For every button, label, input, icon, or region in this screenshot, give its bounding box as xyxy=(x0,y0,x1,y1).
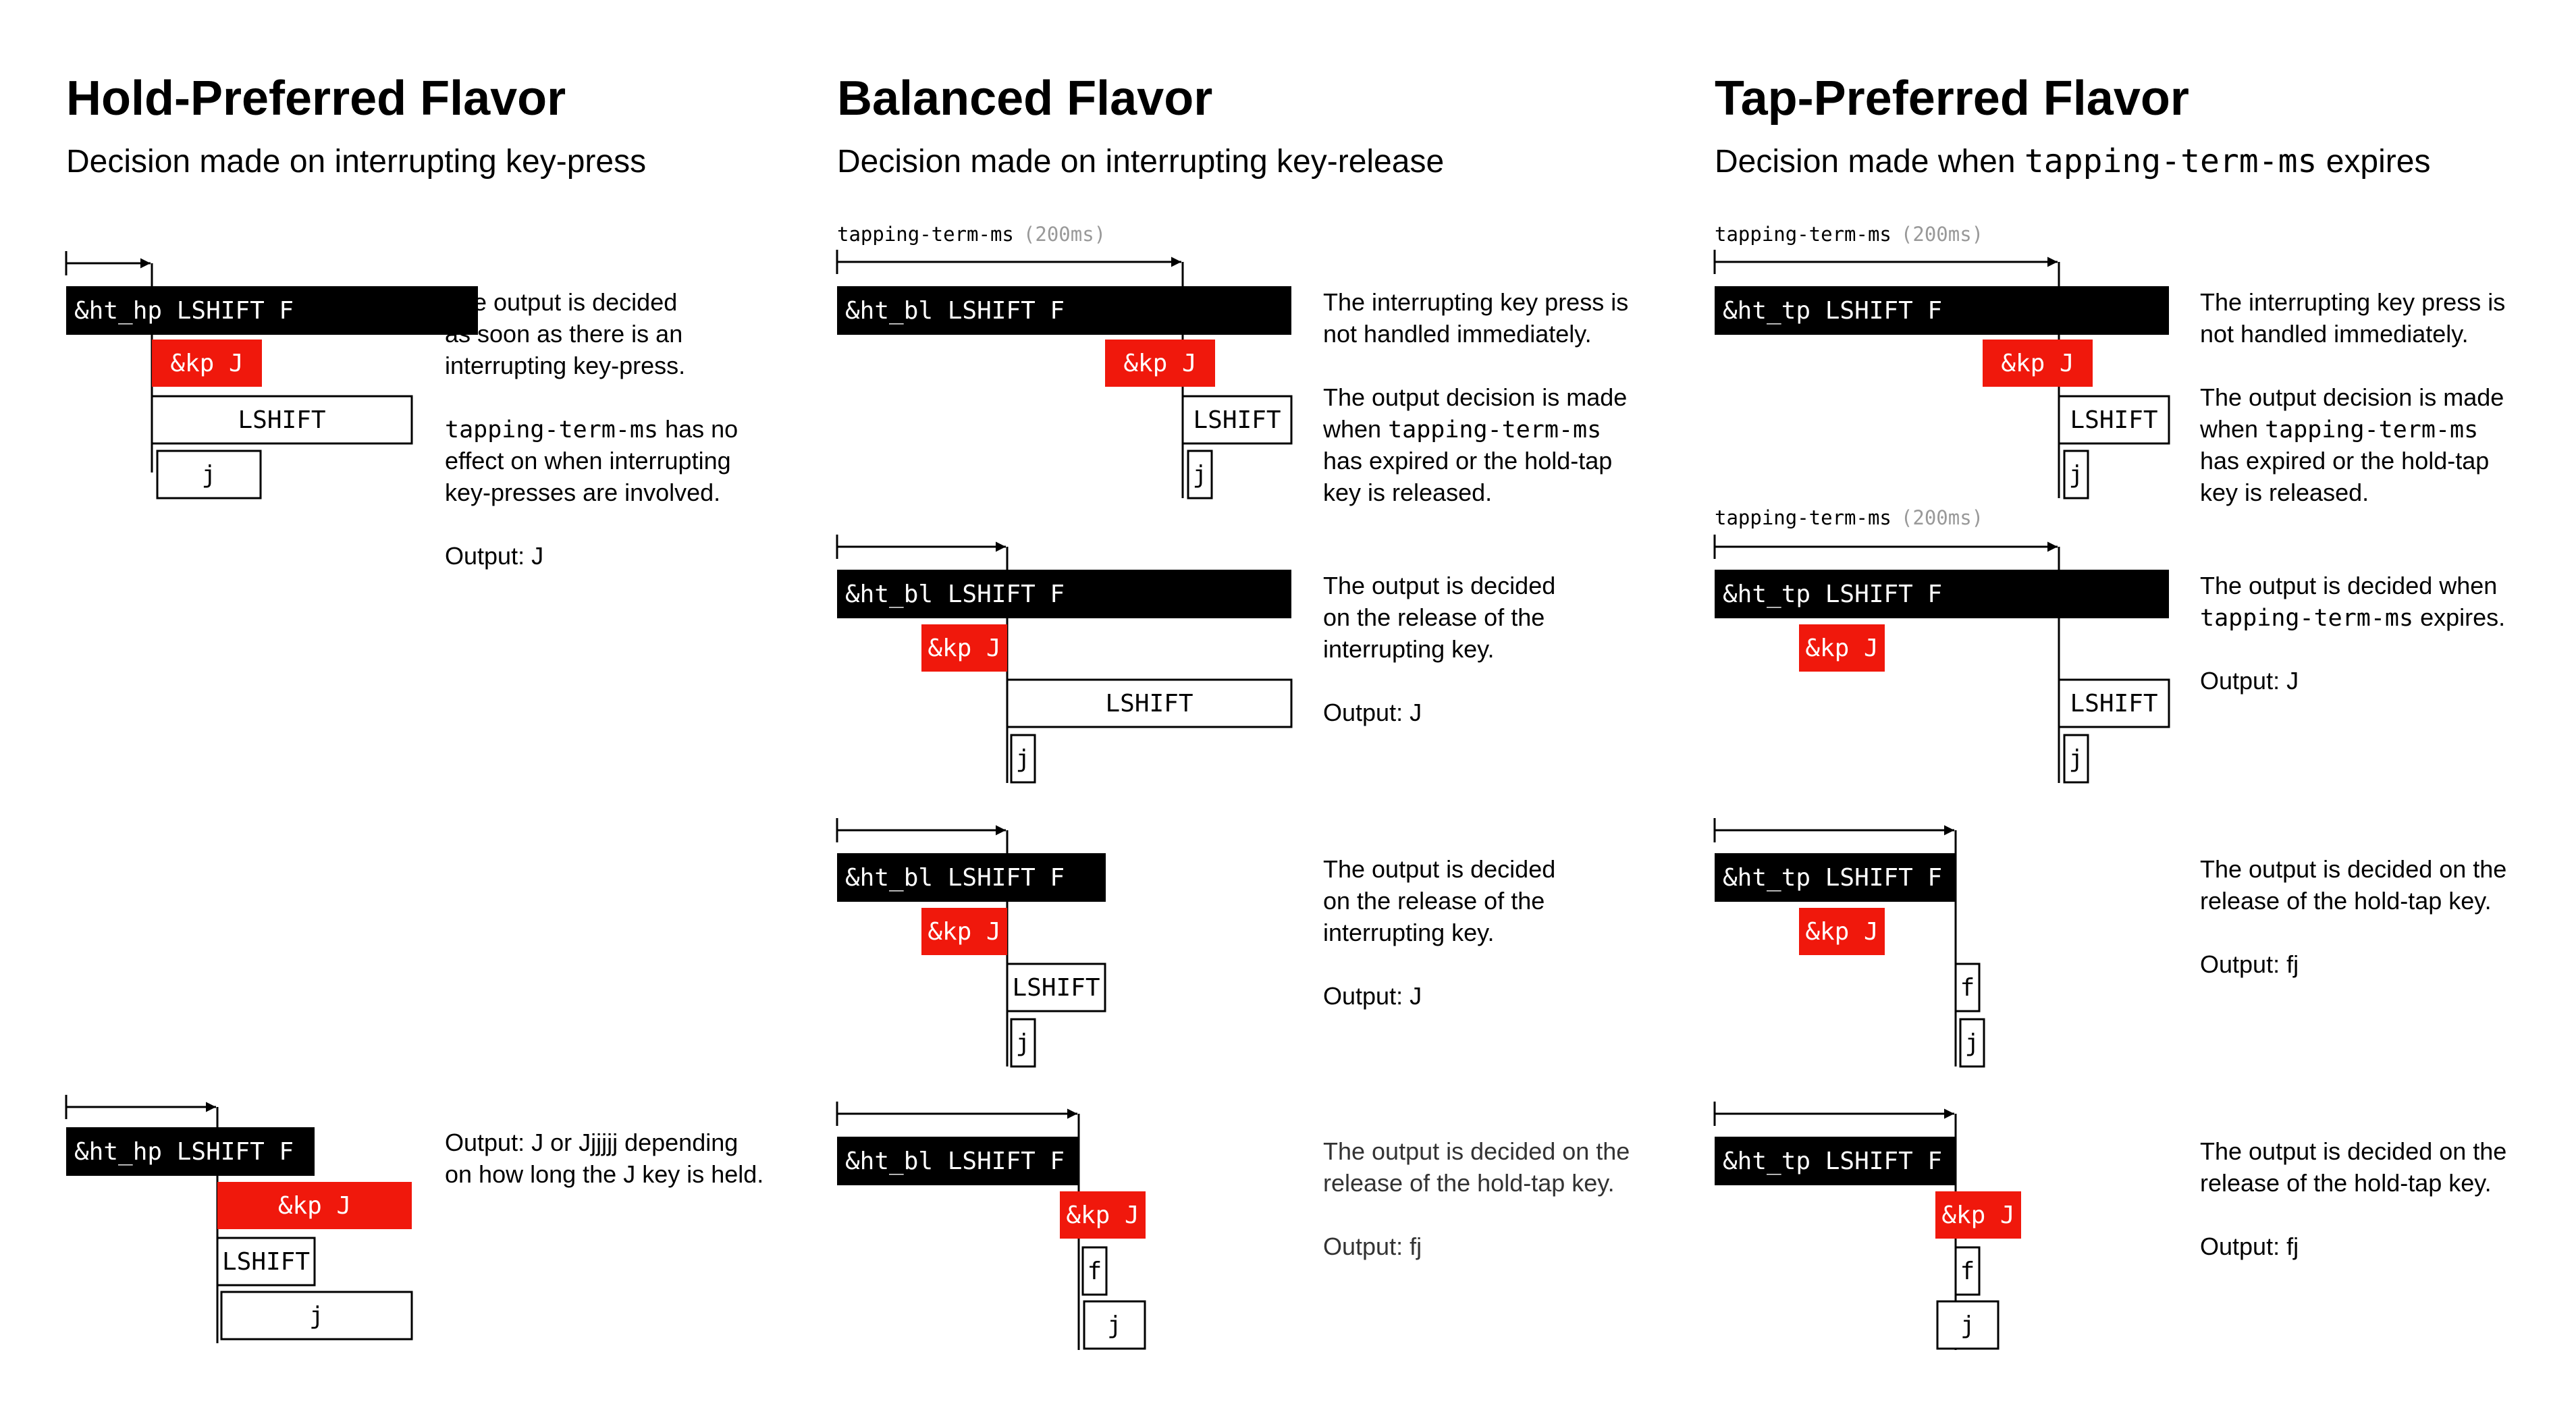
description-line: The output is decided on the xyxy=(2200,855,2507,883)
description-line: not handled immediately. xyxy=(2200,320,2469,348)
key-event-label: j xyxy=(1960,1312,1975,1339)
scenario-tp3 xyxy=(1715,818,2506,1066)
key-event-j xyxy=(221,1292,412,1339)
description-line: Output: fj xyxy=(1323,1233,1422,1260)
timing-label xyxy=(837,223,1106,246)
description-line: when tapping-term-ms xyxy=(2200,415,2479,443)
description-line: release of the hold-tap key. xyxy=(2200,1169,2492,1197)
key-event-j xyxy=(1937,1301,1998,1349)
description-line: Output: J xyxy=(1323,982,1422,1010)
key-event-label: LSHIFT xyxy=(1105,690,1193,718)
description-line: tapping-term-ms expires. xyxy=(2200,603,2506,632)
description-line: Output: fj xyxy=(2200,1233,2299,1260)
description-line: The output is decided on the xyxy=(1323,1137,1630,1165)
key-event-label: &kp J xyxy=(1941,1201,2015,1229)
timing-label-value: (200ms) xyxy=(1023,223,1106,246)
key-event-label: j xyxy=(1107,1312,1122,1339)
scenario-bl1 xyxy=(837,223,1628,506)
column-tap-preferred-heading xyxy=(1715,72,2430,180)
key-event-label: &kp J xyxy=(1805,918,1879,946)
description-line: on the release of the xyxy=(1323,603,1545,631)
key-event-label: &ht_tp LSHIFT F xyxy=(1723,297,1943,325)
description-line: effect on when interrupting xyxy=(445,447,731,475)
key-event-label: LSHIFT xyxy=(238,406,326,434)
key-event-kp-j xyxy=(217,1182,412,1229)
key-event-label: j xyxy=(309,1302,324,1330)
key-event-label: &kp J xyxy=(928,918,1001,946)
column-subtitle: Decision made on interrupting key-release xyxy=(837,144,1445,180)
description-line: has expired or the hold-tap xyxy=(2200,447,2490,475)
key-event-f xyxy=(1083,1247,1106,1295)
key-event-label: f xyxy=(1087,1258,1102,1285)
description-line: on the release of the xyxy=(1323,887,1545,915)
description-line: interrupting key-press. xyxy=(445,352,686,379)
key-event-label: &kp J xyxy=(170,350,244,377)
scenario-bl4 xyxy=(837,1102,1630,1350)
description-line: interrupting key. xyxy=(1323,635,1495,663)
scenario-tp2 xyxy=(1715,506,2505,783)
timing-label xyxy=(1715,506,1983,529)
description-line: on how long the J key is held. xyxy=(445,1160,764,1188)
column-title: Tap-Preferred Flavor xyxy=(1715,72,2189,126)
column-subtitle: Decision made when tapping-term-ms expires xyxy=(1715,142,2431,180)
timing-label-value: (200ms) xyxy=(1900,223,1984,246)
description-line: The output is decided xyxy=(445,288,678,316)
scenario-description xyxy=(2200,1137,2506,1260)
key-event-label: j xyxy=(1015,1029,1031,1057)
key-event-ht-bl-lshift-f xyxy=(837,570,1291,618)
description-line: not handled immediately. xyxy=(1323,320,1592,348)
key-event-ht-tp-lshift-f xyxy=(1715,286,2169,335)
key-event-kp-j xyxy=(152,340,262,387)
scenario-description xyxy=(1323,572,1555,726)
description-line: Output: J xyxy=(445,542,544,570)
description-line: The output decision is made xyxy=(2200,383,2504,411)
key-event-kp-j xyxy=(1799,624,1885,672)
description-line: has expired or the hold-tap xyxy=(1323,447,1613,475)
description-line: Output: J xyxy=(2200,667,2299,695)
key-event-label: j xyxy=(1015,745,1031,773)
column-balanced-heading xyxy=(837,72,1444,180)
key-event-label: &ht_bl LSHIFT F xyxy=(845,297,1065,325)
scenario-hp1 xyxy=(66,251,738,570)
key-event-j xyxy=(2064,735,2088,782)
key-event-label: LSHIFT xyxy=(2070,406,2158,434)
timing-label-code: tapping-term-ms xyxy=(1715,223,1891,246)
key-event-lshift xyxy=(217,1238,315,1285)
key-event-label: j xyxy=(201,461,217,489)
scenario-description xyxy=(1323,855,1555,1010)
key-event-j xyxy=(1188,451,1212,498)
scenario-description xyxy=(2199,288,2505,506)
description-line: key is released. xyxy=(1323,479,1493,506)
timing-label-code: tapping-term-ms xyxy=(837,223,1014,246)
key-event-j xyxy=(2064,451,2088,498)
scenario-hp2 xyxy=(66,1095,763,1343)
key-event-label: &ht_hp LSHIFT F xyxy=(74,297,294,325)
key-event-lshift xyxy=(2059,680,2169,727)
key-event-label: &ht_bl LSHIFT F xyxy=(845,1147,1065,1175)
description-line: The output is decided xyxy=(1323,572,1556,599)
scenario-description xyxy=(1322,288,1628,506)
key-event-ht-bl-lshift-f xyxy=(837,1137,1079,1185)
description-line: The output is decided xyxy=(1323,855,1556,883)
key-event-f xyxy=(1956,1247,1979,1295)
scenario-description xyxy=(1323,1137,1630,1260)
description-line: The output is decided on the xyxy=(2200,1137,2507,1165)
key-event-label: &kp J xyxy=(1066,1201,1139,1229)
key-event-label: &ht_hp LSHIFT F xyxy=(74,1138,294,1166)
key-event-kp-j xyxy=(921,908,1007,955)
column-subtitle: Decision made on interrupting key-press xyxy=(66,144,647,180)
key-event-label: LSHIFT xyxy=(1012,974,1100,1002)
key-event-kp-j xyxy=(1060,1191,1146,1239)
key-event-label: &ht_tp LSHIFT F xyxy=(1723,864,1943,892)
key-event-ht-tp-lshift-f xyxy=(1715,853,1956,902)
scenario-bl3 xyxy=(837,818,1555,1066)
key-event-label: &kp J xyxy=(2001,350,2074,377)
timing-label xyxy=(1715,223,1983,246)
description-line: The output decision is made xyxy=(1323,383,1628,411)
key-event-label: j xyxy=(2068,461,2084,489)
key-event-lshift xyxy=(1007,964,1105,1011)
key-event-label: &ht_bl LSHIFT F xyxy=(845,864,1065,892)
key-event-kp-j xyxy=(1105,340,1215,387)
scenarios xyxy=(66,223,2506,1350)
key-event-j xyxy=(157,451,261,498)
key-event-ht-hp-lshift-f xyxy=(66,286,478,335)
key-event-label: LSHIFT xyxy=(1193,406,1281,434)
key-event-ht-bl-lshift-f xyxy=(837,853,1106,902)
scenario-bl2 xyxy=(837,535,1555,783)
description-line: The interrupting key press is xyxy=(1323,288,1629,316)
key-event-j xyxy=(1011,735,1035,782)
column-title: Hold-Preferred Flavor xyxy=(66,72,566,126)
key-event-label: j xyxy=(1964,1029,1980,1057)
key-event-lshift xyxy=(1007,680,1291,727)
scenario-description xyxy=(445,1129,763,1188)
key-event-label: j xyxy=(2068,745,2084,773)
description-line: Output: fj xyxy=(2200,950,2299,978)
scenario-tp1 xyxy=(1715,223,2505,506)
key-event-ht-hp-lshift-f xyxy=(66,1127,315,1176)
key-event-ht-tp-lshift-f xyxy=(1715,570,2169,618)
key-event-label: j xyxy=(1192,461,1208,489)
key-event-j xyxy=(1084,1301,1145,1349)
key-event-label: &ht_tp LSHIFT F xyxy=(1723,1147,1943,1175)
key-event-label: f xyxy=(1960,1258,1975,1285)
key-event-label: &kp J xyxy=(928,634,1001,662)
key-event-label: &ht_tp LSHIFT F xyxy=(1723,580,1943,608)
timing-label-code: tapping-term-ms xyxy=(1715,506,1891,529)
key-event-label: LSHIFT xyxy=(2070,690,2158,718)
description-line: key-presses are involved. xyxy=(445,479,721,506)
key-event-label: &kp J xyxy=(1805,634,1879,662)
description-line: Output: J xyxy=(1323,699,1422,726)
description-line: The output is decided when xyxy=(2200,572,2498,599)
key-event-lshift xyxy=(1183,396,1291,443)
key-event-label: f xyxy=(1960,974,1975,1002)
description-line: interrupting key. xyxy=(1323,919,1495,946)
description-line: tapping-term-ms has no xyxy=(445,415,739,443)
description-line: release of the hold-tap key. xyxy=(2200,887,2492,915)
description-line: key is released. xyxy=(2200,479,2369,506)
key-event-lshift xyxy=(152,396,412,443)
key-event-kp-j xyxy=(1799,908,1885,955)
key-event-ht-bl-lshift-f xyxy=(837,286,1291,335)
key-event-kp-j xyxy=(1935,1191,2021,1239)
key-event-kp-j xyxy=(1983,340,2093,387)
key-event-j xyxy=(1960,1019,1984,1066)
description-line: The interrupting key press is xyxy=(2200,288,2506,316)
key-event-kp-j xyxy=(921,624,1007,672)
description-line: Output: J or Jjjjjj depending xyxy=(445,1129,739,1156)
scenario-tp4 xyxy=(1715,1102,2506,1350)
description-line: release of the hold-tap key. xyxy=(1323,1169,1615,1197)
scenario-description xyxy=(2200,855,2506,978)
key-event-j xyxy=(1011,1019,1035,1066)
key-event-label: &kp J xyxy=(1123,350,1197,377)
column-hold-preferred-heading xyxy=(66,72,646,180)
key-event-label: &ht_bl LSHIFT F xyxy=(845,580,1065,608)
key-event-label: LSHIFT xyxy=(221,1248,311,1276)
key-event-lshift xyxy=(2059,396,2169,443)
key-event-label: &kp J xyxy=(277,1192,352,1220)
timing-label-value: (200ms) xyxy=(1900,506,1984,529)
description-line: as soon as there is an xyxy=(445,320,683,348)
scenario-description xyxy=(2200,572,2505,695)
description-line: when tapping-term-ms xyxy=(1323,415,1602,443)
key-event-f xyxy=(1956,964,1979,1011)
key-event-ht-tp-lshift-f xyxy=(1715,1137,1956,1185)
column-title: Balanced Flavor xyxy=(837,72,1213,126)
scenario-description xyxy=(445,288,738,570)
